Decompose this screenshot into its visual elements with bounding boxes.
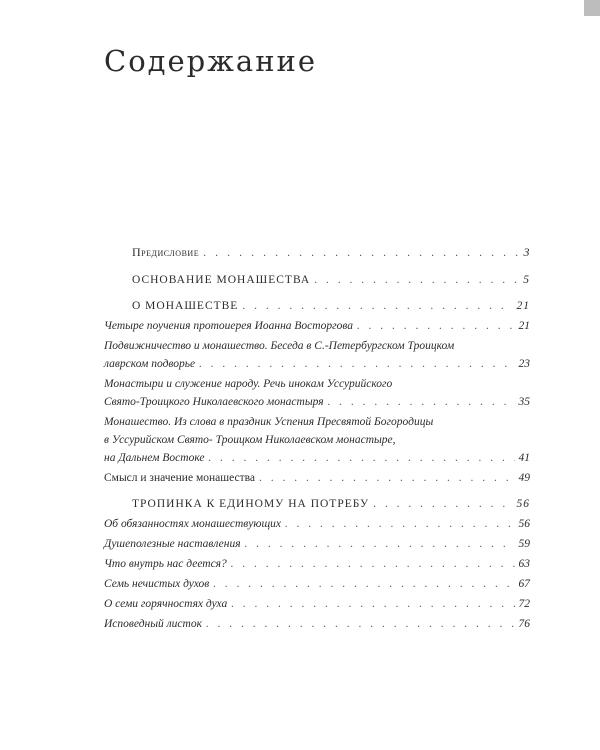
- dot-leader: [314, 274, 519, 286]
- toc-entry-title: Душеполезные наставления: [104, 538, 241, 550]
- toc-entry-title: О семи горячностях духа: [104, 598, 228, 610]
- toc-entry-multiline[interactable]: [104, 416, 530, 446]
- toc-entry-page: 59: [518, 538, 530, 550]
- dot-leader: [242, 300, 512, 312]
- toc-entry-page: 56: [518, 518, 530, 530]
- toc-entry-title-line: Монашество. Из слова в праздник Успения Пресвятой Богородицы: [104, 416, 434, 428]
- dot-leader: [259, 472, 515, 484]
- toc-entry-page: 41: [518, 452, 530, 464]
- toc-entry-item[interactable]: [104, 452, 530, 464]
- toc-entry-page: 72: [518, 598, 530, 610]
- dot-leader: [209, 452, 515, 464]
- toc-entry-title: ТРОПИНКА К ЕДИНОМУ НА ПОТРЕБУ: [132, 498, 370, 510]
- toc-entry-title: лаврском подворье: [104, 358, 196, 370]
- toc-entry-item[interactable]: [104, 598, 530, 610]
- toc-entry-item[interactable]: [104, 518, 530, 530]
- toc-entry-page: 3: [523, 245, 530, 259]
- toc-entry-page: 56: [516, 498, 530, 510]
- dot-leader: [328, 396, 515, 408]
- toc-entry-title: Четыре поучения протоиерея Иоанна Восторгова: [104, 320, 353, 332]
- toc-entry-page: 23: [518, 358, 530, 370]
- dot-leader: [199, 358, 514, 370]
- toc-entry-title: Свято-Троицкого Николаевского монастыря: [104, 396, 324, 408]
- toc-entry-page: 21: [518, 320, 530, 332]
- dot-leader: [206, 618, 515, 630]
- toc-entry-page: 49: [518, 472, 530, 484]
- table-of-contents: [104, 245, 530, 638]
- dot-leader: [357, 320, 515, 332]
- toc-entry-multiline[interactable]: [104, 340, 530, 352]
- dot-leader: [245, 538, 515, 550]
- toc-entry-title-line: Монастыри и служение народу. Речь инокам Уссурийского: [104, 378, 393, 390]
- dot-leader: [231, 598, 514, 610]
- toc-entry-title: Об обязанностях монашествующих: [104, 518, 282, 530]
- toc-entry-title: Исповедный листок: [104, 618, 202, 630]
- toc-entry-page: 21: [516, 300, 530, 312]
- toc-entry-page: 63: [518, 558, 530, 570]
- toc-entry-item[interactable]: [104, 320, 530, 332]
- toc-entry-multiline[interactable]: [104, 378, 530, 390]
- toc-entry-page: 5: [523, 274, 530, 286]
- toc-section-foundation[interactable]: [104, 274, 530, 286]
- dot-leader: [203, 245, 519, 260]
- toc-entry-title: Семь нечистых духов: [104, 578, 210, 590]
- toc-entry-item[interactable]: [104, 538, 530, 550]
- toc-entry-item[interactable]: [104, 618, 530, 630]
- toc-entry-title: на Дальнем Востоке: [104, 452, 205, 464]
- dot-leader: [285, 518, 514, 530]
- toc-entry-item[interactable]: [104, 358, 530, 370]
- toc-entry-item[interactable]: [104, 558, 530, 570]
- toc-entry-title: О МОНАШЕСТВЕ: [132, 300, 239, 312]
- toc-section-about-monasticism[interactable]: [104, 300, 530, 312]
- toc-entry-page: 67: [518, 578, 530, 590]
- toc-entry-title-line: Подвижничество и монашество. Беседа в С.-Петербургском Троицком: [104, 340, 455, 352]
- toc-entry-title: Что внутрь нас деется?: [104, 558, 227, 570]
- toc-entry-preface[interactable]: [104, 245, 530, 260]
- toc-entry-item[interactable]: [104, 396, 530, 408]
- toc-section-path[interactable]: [104, 498, 530, 510]
- toc-entry-title: Смысл и значение монашества: [104, 472, 255, 484]
- toc-entry-title: Предисловие: [132, 245, 200, 259]
- toc-entry-title: ОСНОВАНИЕ МОНАШЕСТВА: [132, 274, 311, 286]
- toc-entry-item[interactable]: [104, 472, 530, 484]
- toc-entry-page: 76: [518, 618, 530, 630]
- dot-leader: [231, 558, 515, 570]
- dot-leader: [373, 498, 512, 510]
- toc-entry-page: 35: [518, 396, 530, 408]
- dot-leader: [213, 578, 514, 590]
- page-title: Содержание: [104, 44, 318, 78]
- toc-entry-item[interactable]: [104, 578, 530, 590]
- toc-entry-title-line: в Уссурийском Свято- Троицком Николаевском монастыре,: [104, 434, 396, 446]
- page-corner-mark: [584, 0, 600, 16]
